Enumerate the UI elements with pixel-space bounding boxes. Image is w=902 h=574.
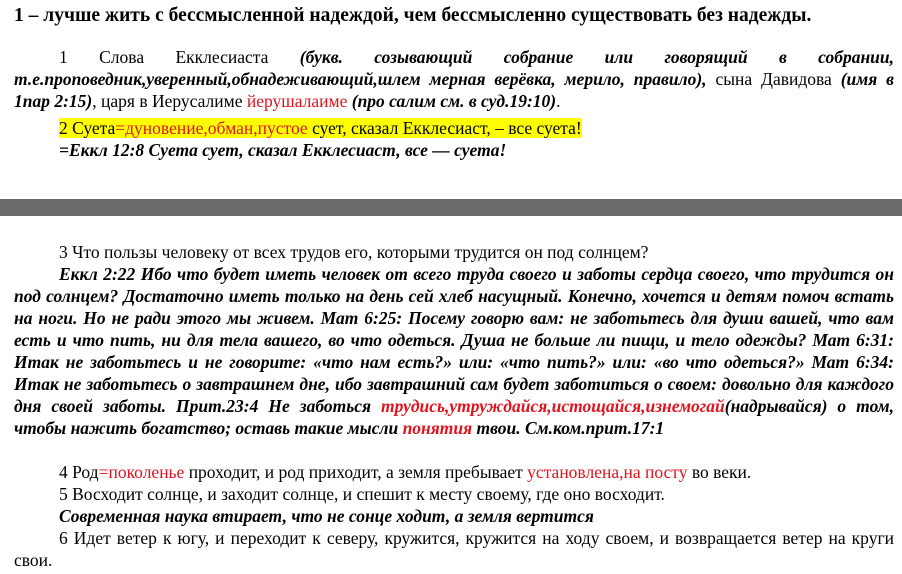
verse-3-commentary-text-3: твои. См.ком.прит.17:1 — [476, 418, 665, 438]
verse-1-text: Слова Екклесиаста — [99, 47, 269, 67]
verse-1-commentary: (букв. созывающий собрание или говорящий в собрании, т.е.проповедник,уверенный,обнадеживающий,шлем мерная верёвка, мерило, правило), — [14, 47, 894, 89]
verse-1-red-word: йерушалаиме — [246, 91, 348, 111]
verse-3-commentary — [14, 263, 894, 439]
verse-6 — [14, 527, 894, 571]
verse-4-text: 4 Род — [59, 462, 99, 482]
verse-3-commentary-text: Еккл 2:22 Ибо что будет иметь человек от всего труда своего и заботы сердца своего, что трудится он под солнцем? Достаточно иметь только на день сей хлеб насущный. Конечно, хочется и детям помоч встать на ноги. Но не ради этого мы живем. Мат 6:25: Посему говорю вам: не заботьтесь для души вашей, что вам есть и что пить, ни для тела вашего, во что одеться. Душа не больше ли пищи, и тело одежды? Мат 6:31: Итак не заботьтесь и не говорите: «что нам есть?» или: «что пить?» или: «во что одеться?» Мат 6:34: Итак не заботьтесь о завтрашнем дне, ибо завтрашний сам будет заботиться о своем: довольно для каждого дня своей заботы. Прит.23:4 Не заботься — [14, 264, 894, 416]
verse-3-text: 3 Что пользы человеку от всех трудов его, которыми трудится он под солнцем? — [59, 242, 649, 262]
verse-1-commentary-2: (имя в 1пар 2:15) — [14, 69, 894, 111]
verse-5 — [14, 483, 894, 527]
verse-5-commentary: Современная наука втирает, что не сонце ходит, а земля вертится — [59, 506, 594, 526]
verse-4-paragraph — [14, 461, 894, 483]
verse-1-commentary-3: (про салим см. в суд.19:10) — [351, 91, 557, 111]
verse-2-reference: =Еккл 12:8 Суета сует, сказал Екклесиаст, все — суета! — [59, 140, 507, 160]
verse-3-red-gloss: трудись,утруждайся,истощайся,изнемогай — [381, 396, 725, 416]
verse-2-red-gloss: =дуновение,обман,пустое — [115, 118, 308, 138]
section-heading: 1 – лучше жить с бессмысленной надеждой, чем бессмысленно существовать без надежды. — [14, 5, 812, 26]
verse-6-text: 6 Идет ветер к югу, и переходит к северу, кружится, кружится на ходу своем, и возвращается ветер на круги свои. — [14, 528, 894, 570]
verse-3-red-word: понятия — [402, 418, 473, 438]
verse-4-red-gloss: =поколенье — [98, 462, 185, 482]
verse-1-number: 1 — [59, 47, 68, 67]
section-separator — [0, 199, 902, 216]
verse-3-commentary-text-2: (надрывайся) о том, чтобы нажить богатство; оставь такие мысли — [14, 396, 895, 438]
verse-2-highlight — [59, 118, 582, 138]
verse-1-text-2: сына Давидова — [715, 69, 832, 89]
verse-4-text-3: во веки. — [691, 462, 752, 482]
verse-2-text: 2 Суета — [59, 118, 116, 138]
heading-block — [14, 3, 894, 29]
verse-1 — [14, 46, 894, 112]
verse-2-paragraph — [14, 117, 894, 139]
verse-2-text-2: сует, сказал Екклесиаст, – все суета! — [312, 118, 582, 138]
verse-2 — [14, 117, 894, 161]
verse-5-text: 5 Восходит солнце, и заходит солнце, и спешит к месту своему, где оно восходит. — [59, 484, 665, 504]
verse-1-paragraph — [14, 46, 894, 112]
verse-4 — [14, 461, 894, 483]
verse-4-red-gloss-2: установлена,на посту — [527, 462, 688, 482]
verse-1-period: . — [556, 91, 561, 111]
verse-1-text-3: , царя в Иерусалиме — [92, 91, 243, 111]
verse-4-text-2: проходит, и род приходит, а земля пребывает — [188, 462, 523, 482]
verse-3 — [14, 241, 894, 439]
